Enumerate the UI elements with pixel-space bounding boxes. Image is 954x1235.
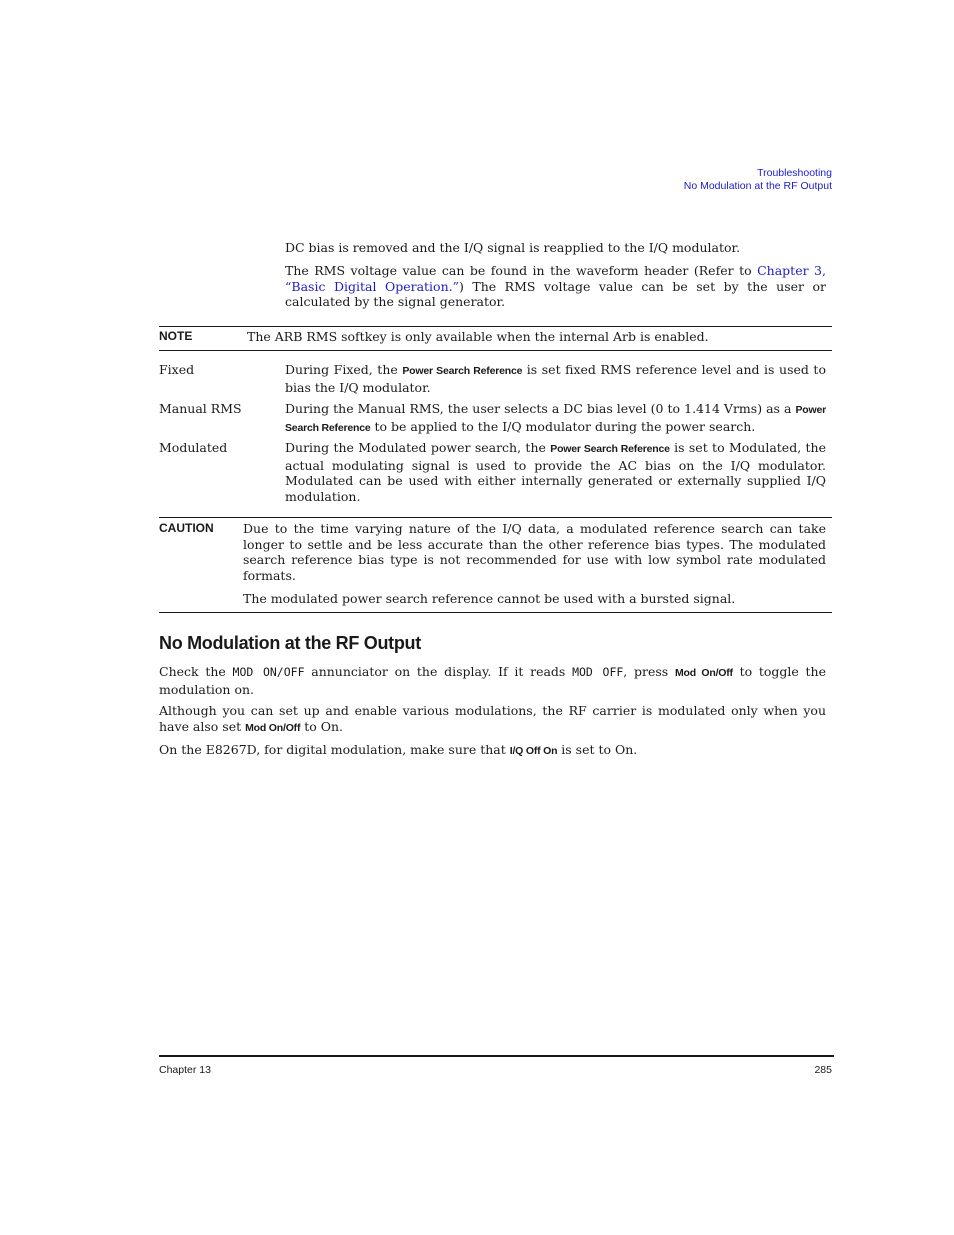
intro-text-b: ) The RMS voltage value can be set by the user or calculated by the signal generator. [285, 278, 826, 310]
header-subsection[interactable]: No Modulation at the RF Output [683, 180, 832, 192]
running-header [684, 167, 832, 193]
caution-paragraph-2: The modulated power search reference cannot be used with a bursted signal. [243, 591, 736, 606]
caution-paragraph-1: Due to the time varying nature of the I/Q data, a modulated reference search can take longer to settle and be less accurate than the other reference bias types. The modulated search reference bias type is not recommended for use with low symbol rate modulated formats. [243, 521, 826, 583]
section-paragraph-1 [159, 664, 826, 697]
note-bottom-rule [159, 350, 832, 351]
section-title: No Modulation at the RF Output [159, 633, 421, 653]
body-text: is set to On. [557, 742, 638, 757]
section-paragraph-3 [159, 742, 826, 760]
body-text: to On. [300, 718, 344, 734]
power-search-reference-key: Power Search Reference [285, 404, 826, 434]
caution-top-rule [159, 517, 832, 518]
chapter-3-link[interactable]: Chapter 3, “Basic Digital Operation.” [285, 263, 826, 294]
power-search-reference-key: Power Search Reference [402, 365, 523, 377]
footer-rule [159, 1055, 834, 1057]
definition-manual-rms [285, 401, 826, 436]
footer-chapter: Chapter 13 [159, 1064, 211, 1076]
note-text: The ARB RMS softkey is only available when the internal Arb is enabled. [247, 329, 709, 344]
intro-text-a: The RMS voltage value can be found in the waveform header (Refer to [285, 263, 758, 278]
mod-off-annunciator: MOD OFF [572, 665, 624, 679]
intro-paragraph-2 [285, 263, 826, 310]
body-text: to toggle the modulation on. [159, 664, 826, 697]
page-number: 285 [814, 1064, 832, 1076]
body-text: Check the [159, 664, 233, 679]
note-top-rule [159, 326, 832, 327]
term-manual-rms: Manual RMS [159, 401, 242, 416]
section-paragraph-2 [159, 703, 826, 736]
header-section[interactable]: Troubleshooting [757, 167, 832, 179]
definition-text: During Fixed, the [285, 362, 403, 377]
definition-modulated [285, 440, 826, 504]
mod-on-off-key: Mod On/Off [245, 721, 301, 734]
term-fixed: Fixed [159, 362, 195, 377]
term-modulated: Modulated [159, 440, 228, 455]
definition-text: is set fixed RMS reference level and is used to bias the I/Q modulator. [285, 362, 826, 395]
iq-off-on-key: I/Q Off On [509, 745, 558, 757]
body-text: Although you can set up and enable various modulations, the RF carrier is modulated only when you have also set [159, 703, 826, 734]
caution-bottom-rule [159, 612, 832, 613]
mod-on-off-annunciator: MOD ON/OFF [232, 665, 305, 679]
body-text: , press [623, 664, 675, 679]
body-text: annunciator on the display. If it reads [304, 664, 573, 679]
intro-paragraph-1: DC bias is removed and the I/Q signal is reapplied to the I/Q modulator. [285, 240, 741, 255]
note-label: NOTE [159, 329, 193, 343]
mod-on-off-key: Mod On/Off [674, 667, 733, 679]
definition-text: During the Manual RMS, the user selects a DC bias level (0 to 1.414 Vrms) as a [285, 401, 796, 416]
definition-text: During the Modulated power search, the [285, 440, 551, 455]
definition-fixed [285, 362, 826, 395]
definition-text: is set to Modulated, the actual modulating signal is used to provide the AC bias on the I/Q modulator. Modulated can be used with either internally generated or externally supplied I/Q modulation. [285, 440, 827, 504]
body-text: On the E8267D, for digital modulation, make sure that [159, 742, 510, 757]
caution-label: CAUTION [159, 521, 214, 535]
power-search-reference-key: Power Search Reference [550, 443, 670, 455]
definition-text: to be applied to the I/Q modulator during the power search. [370, 418, 756, 434]
